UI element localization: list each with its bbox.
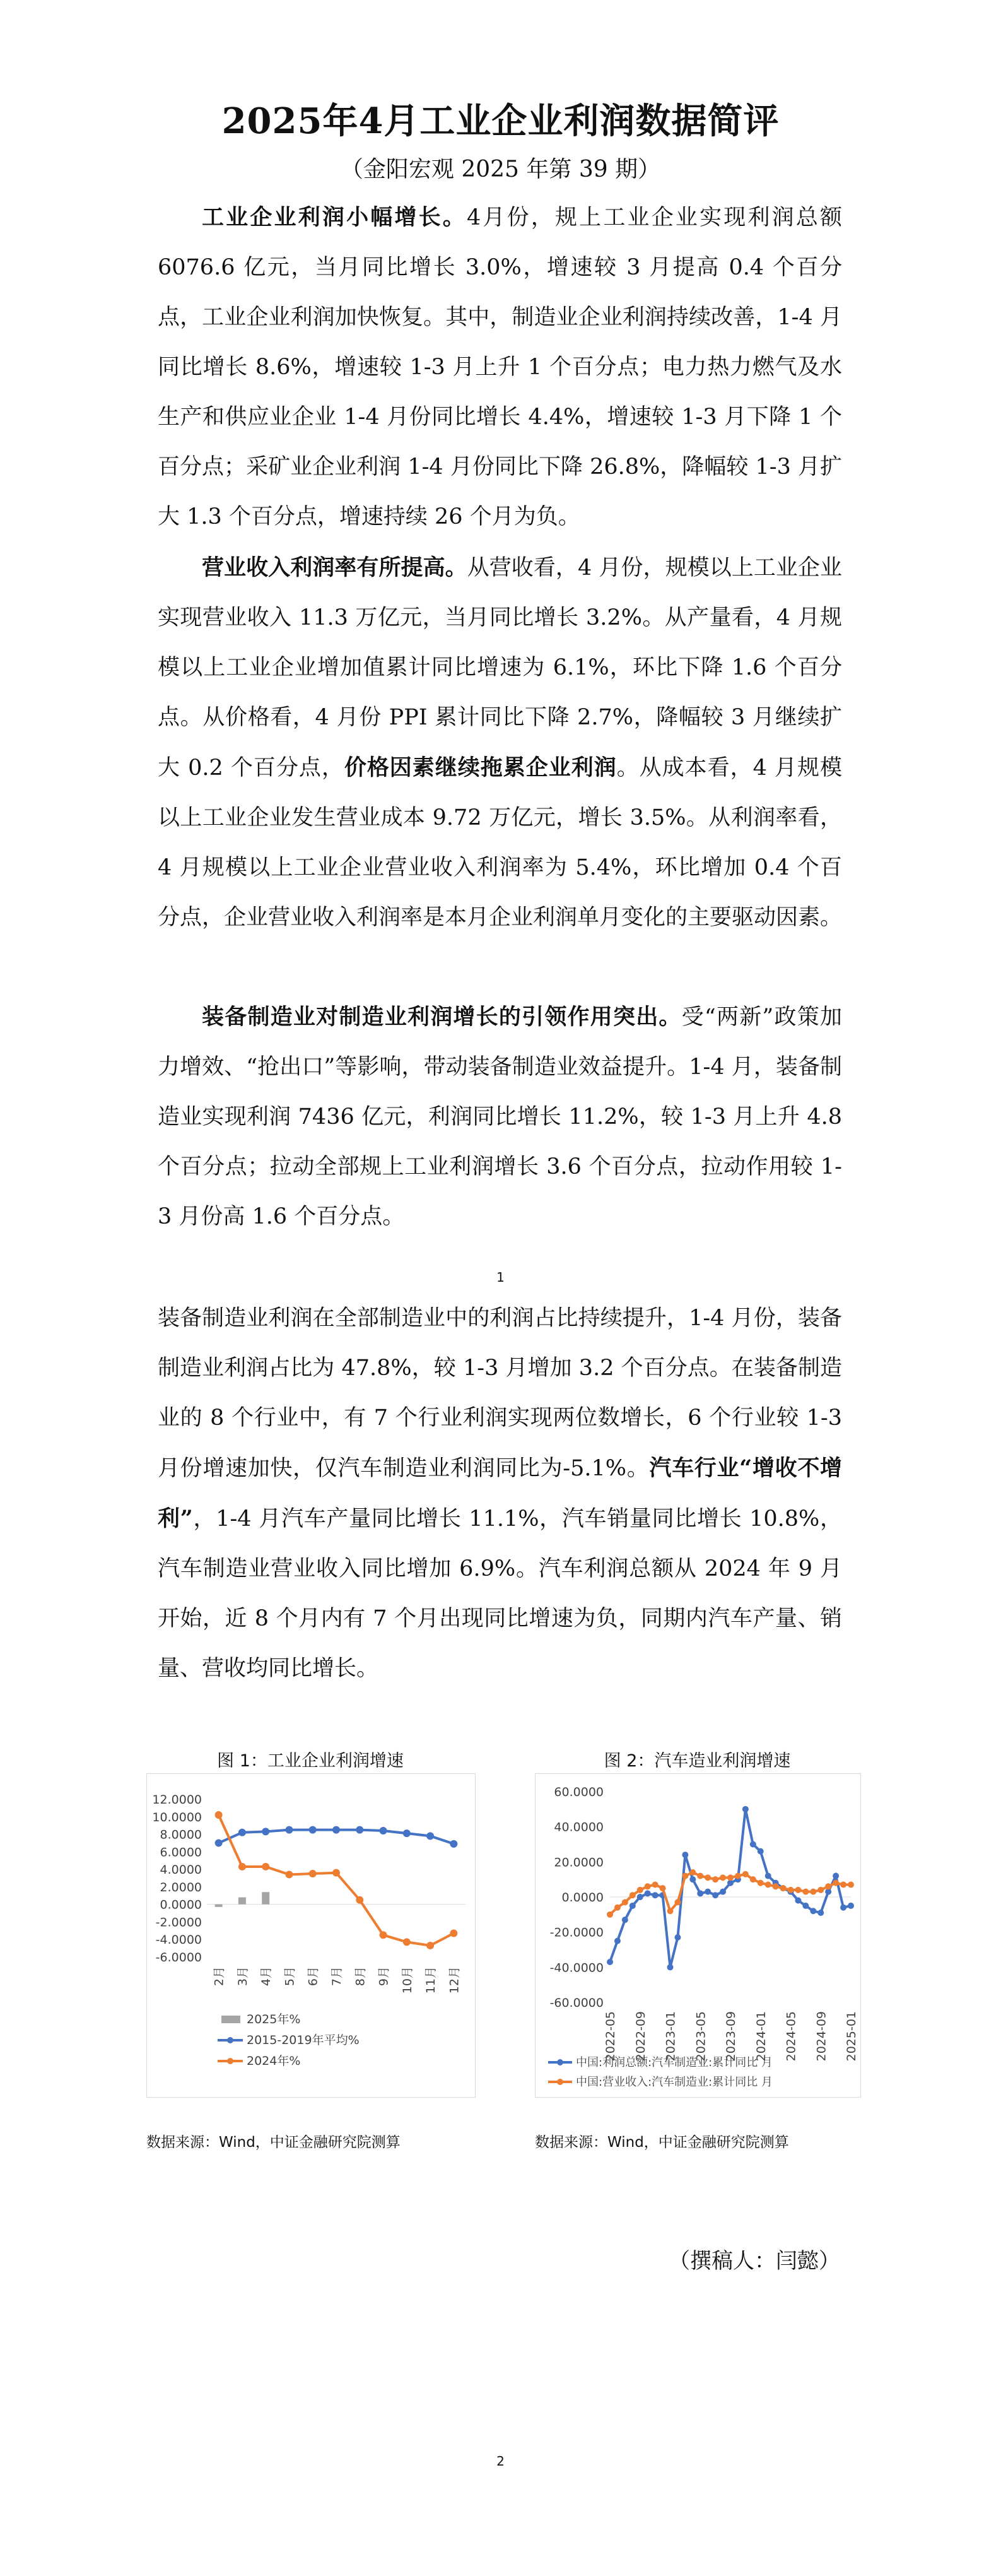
y-tick-label: 4.0000	[160, 1863, 202, 1877]
point-revenue	[817, 1887, 824, 1893]
point-revenue	[735, 1873, 741, 1879]
point-revenue	[780, 1885, 787, 1891]
point-profit	[629, 1903, 636, 1909]
x-tick-label: 5月	[283, 1966, 297, 1987]
point-profit	[817, 1910, 824, 1916]
x-tick-label: 12月	[447, 1966, 462, 1994]
point-profit	[810, 1908, 816, 1914]
figure-1-title: 图 1：工业企业利润增速	[217, 1751, 404, 1771]
point-profit	[652, 1892, 659, 1898]
point-profit	[833, 1873, 839, 1879]
point-profit	[637, 1894, 643, 1900]
figure-2-source: 数据来源：Wind，中证金融研究院测算	[535, 2134, 789, 2151]
legend-label: 中国:营业收入:汽车制造业:累计同比 月	[576, 2076, 773, 2089]
point-profit	[720, 1889, 726, 1895]
point-revenue	[629, 1892, 636, 1898]
paragraph-2-body-2: 。从成本看，4 月规模以上工业企业发生营业成本 9.72 万亿元，增长 3.5%。从利润率看，4 月规模以上工业企业营业收入利润率为 5.4%，环比增加 0.4 个百分点，企业营业收入利润率是本月企业利润单月变化的主要驱动因素。	[158, 755, 843, 930]
page-subtitle: （金阳宏观 2025 年第 39 期）	[340, 157, 661, 182]
point-revenue	[825, 1883, 831, 1889]
point-revenue	[622, 1899, 628, 1905]
point-2015-2019-avg	[426, 1832, 434, 1840]
paragraph-4-emphasis: 汽车行业“增收不增利”	[158, 1455, 842, 1532]
point-profit	[614, 1938, 621, 1944]
page-title: 2025年4月工业企业利润数据简评	[221, 100, 780, 142]
bar-2025	[215, 1905, 223, 1907]
point-profit	[765, 1873, 771, 1879]
bar-2025	[238, 1898, 246, 1905]
point-profit	[840, 1905, 846, 1911]
point-2015-2019-avg	[215, 1839, 223, 1846]
paragraph-2-emphasis: 价格因素继续拖累企业利润	[344, 755, 617, 781]
paragraph-3-lead: 装备制造业对制造业利润增长的引领作用突出。	[202, 1004, 682, 1030]
point-profit	[705, 1889, 711, 1895]
point-revenue	[727, 1874, 734, 1881]
y-tick-label: -6.0000	[155, 1951, 202, 1964]
point-2024	[332, 1869, 340, 1877]
legend-label: 中国:利润总额:汽车制造业:累计同比 月	[576, 2056, 773, 2069]
point-profit	[689, 1876, 696, 1882]
paragraph-4-body-2: ，1-4 月汽车产量同比增长 11.1%，汽车销量同比增长 10.8%，汽车制造业营业收入同比增加 6.9%。汽车利润总额从 2024 年 9 月开始，近 8 个月内有 7 个月出现同比增速为负，同期内汽车产量、销量、营收均同比增长。	[158, 1506, 842, 1681]
y-tick-label: -4.0000	[155, 1933, 202, 1947]
point-revenue	[689, 1869, 696, 1876]
point-revenue	[773, 1883, 779, 1889]
point-2015-2019-avg	[332, 1826, 340, 1834]
point-profit	[742, 1806, 749, 1812]
y-tick-label: 6.0000	[160, 1845, 202, 1860]
legend-label-2025: 2025年%	[247, 2012, 301, 2026]
point-revenue	[697, 1873, 703, 1879]
x-tick-label: 2024-01	[754, 2011, 768, 2062]
point-revenue	[667, 1908, 674, 1914]
x-tick-label: 2025-01	[845, 2011, 858, 2062]
page-number-2: 2	[496, 2454, 505, 2469]
x-tick-label: 2月	[212, 1966, 226, 1987]
point-profit	[682, 1852, 688, 1858]
x-tick-label: 3月	[235, 1966, 250, 1987]
x-tick-label: 11月	[424, 1966, 438, 1994]
point-revenue	[810, 1889, 816, 1895]
x-tick-label: 2024-05	[784, 2011, 799, 2062]
point-profit	[667, 1964, 674, 1970]
y-tick-label: 2.0000	[160, 1880, 202, 1894]
point-2015-2019-avg	[285, 1826, 293, 1834]
paragraph-2-body-1: 从营收看，4 月份，规模以上工业企业实现营业收入 11.3 万亿元，当月同比增长 3.2%。从产量看，4 月规模以上工业企业增加值累计同比增速为 6.1%，环比下降 1.6 个百分点。从价格看，4 月份 PPI 累计同比下降 2.7%，降幅较 3 月继续扩大 0.2 个百分点，	[158, 555, 842, 781]
point-profit	[848, 1903, 854, 1909]
x-tick-label: 9月	[377, 1966, 391, 1987]
y-tick-label: 60.0000	[554, 1785, 604, 1799]
figure-1-chart	[146, 1773, 476, 2098]
point-profit	[622, 1917, 628, 1923]
point-profit	[674, 1934, 681, 1941]
point-revenue	[705, 1874, 711, 1881]
y-tick-label: 0.0000	[561, 1891, 604, 1905]
point-revenue	[682, 1873, 688, 1879]
point-2024	[309, 1870, 317, 1877]
y-tick-label: -20.0000	[549, 1925, 604, 1940]
x-tick-label: 2022-09	[633, 2011, 648, 2062]
paragraph-1	[158, 192, 842, 542]
point-2015-2019-avg	[356, 1826, 363, 1834]
paragraph-2	[158, 543, 842, 943]
point-profit	[750, 1841, 756, 1848]
point-revenue	[788, 1887, 794, 1893]
y-tick-label: -40.0000	[549, 1961, 604, 1975]
author-credit: （撰稿人：闫懿）	[669, 2248, 840, 2274]
point-revenue	[660, 1885, 666, 1891]
y-tick-label: 0.0000	[160, 1898, 202, 1912]
legend-marker	[557, 2059, 563, 2065]
point-profit	[758, 1848, 764, 1855]
bar-2025	[262, 1892, 269, 1904]
point-revenue	[833, 1880, 839, 1886]
point-2024	[426, 1942, 434, 1949]
page-number-1: 1	[496, 1270, 505, 1285]
point-2024	[450, 1930, 457, 1937]
x-tick-label: 10月	[400, 1966, 414, 1994]
figure-1-svg	[147, 1774, 475, 2097]
point-2024	[285, 1870, 293, 1878]
point-revenue	[840, 1882, 846, 1888]
y-tick-label: 10.0000	[152, 1810, 202, 1824]
point-revenue	[652, 1882, 659, 1888]
point-profit	[802, 1903, 809, 1909]
paragraph-3-body: 受“两新”政策加力增效、“抢出口”等影响，带动装备制造业效益提升。1-4 月，装备制造业实现利润 7436 亿元，利润同比增长 11.2%，较 1-3 月上升 4.8 个百分点；拉动全部规上工业利润增长 3.6 个百分点，拉动作用较 1-3 月份高 1.6 个百分点。	[158, 1005, 842, 1229]
y-tick-label: -60.0000	[549, 1996, 604, 2010]
point-2024	[238, 1863, 246, 1870]
y-tick-label: 12.0000	[152, 1793, 202, 1807]
point-profit	[795, 1898, 801, 1904]
point-2015-2019-avg	[262, 1828, 269, 1835]
point-revenue	[795, 1887, 801, 1893]
x-tick-label: 7月	[330, 1966, 344, 1987]
point-2024	[215, 1811, 223, 1819]
point-2015-2019-avg	[450, 1840, 457, 1848]
paragraph-4-body-1: 装备制造业利润在全部制造业中的利润占比持续提升，1-4 月份，装备制造业利润占比为 47.8%，较 1-3 月增加 3.2 个百分点。在装备制造业的 8 个行业中，有 7 个行业利润实现两位数增长，6 个行业较 1-3 月份增速加快，仅汽车制造业利润同比为-5.1%。	[158, 1306, 842, 1481]
legend-marker	[557, 2079, 563, 2085]
x-tick-label: 4月	[259, 1966, 274, 1987]
point-2024	[403, 1938, 411, 1946]
point-revenue	[637, 1887, 643, 1893]
point-2015-2019-avg	[309, 1826, 317, 1834]
y-tick-label: -2.0000	[155, 1915, 202, 1930]
point-profit	[607, 1959, 613, 1965]
point-profit	[645, 1890, 651, 1896]
point-profit	[712, 1892, 718, 1898]
point-revenue	[645, 1883, 651, 1889]
paragraph-4	[158, 1294, 842, 1694]
point-revenue	[765, 1882, 771, 1888]
figure-2-svg	[536, 1774, 860, 2097]
legend-marker	[227, 2058, 233, 2064]
x-tick-label: 6月	[306, 1966, 320, 1987]
point-revenue	[802, 1889, 809, 1895]
point-2024	[356, 1896, 363, 1904]
paragraph-1-body: 4月份，规上工业企业实现利润总额 6076.6 亿元，当月同比增长 3.0%，增速较 3 月提高 0.4 个百分点，工业企业利润加快恢复。其中，制造业企业利润持续改善，1-4 月同比增长 8.6%，增速较 1-3 月上升 1 个百分点；电力热力燃气及水生产和供应业企业 1-4 月份同比增长 4.4%，增速较 1-3 月下降 1 个百分点；采矿业企业利润 1-4 月份同比下降 26.8%，降幅较 1-3 月扩大 1.3 个百分点，增速持续 26 个月为负。	[158, 205, 842, 529]
point-revenue	[758, 1880, 764, 1886]
point-revenue	[614, 1905, 621, 1911]
point-revenue	[674, 1899, 681, 1905]
legend-swatch-2025	[221, 2016, 240, 2023]
legend-label: 2015-2019年平均%	[247, 2033, 360, 2047]
point-revenue	[742, 1871, 749, 1877]
figure-2-chart	[535, 1773, 861, 2098]
point-2024	[262, 1863, 269, 1870]
y-tick-label: 20.0000	[554, 1855, 604, 1870]
point-profit	[697, 1890, 703, 1896]
point-revenue	[712, 1876, 718, 1882]
figure-2-title: 图 2：汽车造业利润增速	[604, 1751, 791, 1771]
legend-marker	[227, 2037, 233, 2043]
figure-1-source: 数据来源：Wind，中证金融研究院测算	[146, 2134, 401, 2151]
point-revenue	[750, 1876, 756, 1882]
point-2015-2019-avg	[380, 1827, 387, 1835]
legend-label: 2024年%	[247, 2054, 301, 2068]
x-tick-label: 2023-05	[694, 2011, 708, 2062]
x-tick-label: 2023-09	[724, 2011, 738, 2062]
point-2024	[380, 1931, 387, 1939]
point-2015-2019-avg	[403, 1829, 411, 1837]
x-tick-label: 2022-05	[604, 2011, 618, 2062]
paragraph-2-lead: 营业收入利润率有所提高。	[202, 555, 467, 581]
paragraph-1-lead: 工业企业利润小幅增长。	[202, 204, 467, 230]
point-revenue	[720, 1874, 726, 1881]
point-2015-2019-avg	[238, 1829, 246, 1836]
y-tick-label: 40.0000	[554, 1820, 604, 1835]
point-revenue	[848, 1882, 854, 1888]
paragraph-3	[158, 992, 842, 1242]
point-revenue	[607, 1911, 613, 1918]
x-tick-label: 2023-01	[664, 2011, 678, 2062]
x-tick-label: 8月	[353, 1966, 368, 1987]
y-tick-label: 8.0000	[160, 1828, 202, 1842]
x-tick-label: 2024-09	[814, 2011, 829, 2062]
